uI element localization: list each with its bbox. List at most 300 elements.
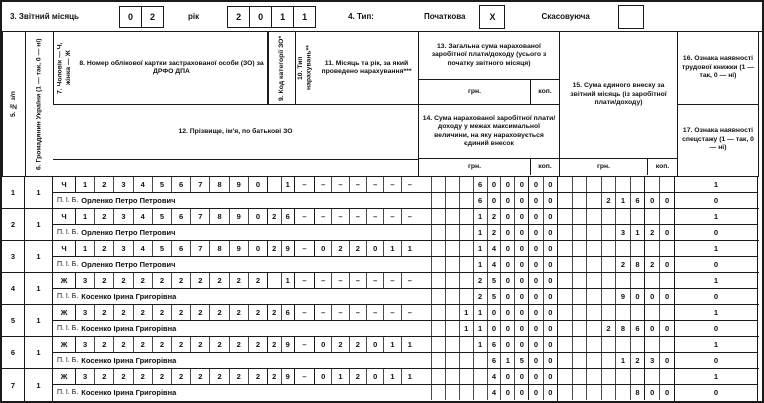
contribution-grn-box[interactable]	[558, 385, 573, 400]
contribution-empty-grn-box[interactable]	[587, 337, 602, 352]
capped-salary-kop-box[interactable]: 0	[529, 321, 543, 336]
capped-salary-grn-box[interactable]	[474, 385, 488, 400]
year-digit-box[interactable]: 1	[302, 11, 308, 22]
period-box[interactable]: 0	[315, 337, 332, 352]
contribution-empty-grn-box[interactable]	[573, 369, 588, 384]
special-service-flag[interactable]: 0	[713, 260, 719, 269]
special-service-flag[interactable]: 0	[713, 292, 719, 301]
special-service-flag[interactable]: 0	[713, 356, 719, 365]
citizen-flag[interactable]: 1	[25, 273, 53, 304]
contribution-empty-kop-box[interactable]	[645, 369, 660, 384]
contribution-grn-box[interactable]: 0	[635, 292, 640, 301]
capped-salary-kop-box[interactable]: 0	[529, 193, 543, 208]
contribution-kop-box[interactable]: 0	[664, 196, 670, 205]
contribution-empty-grn-box[interactable]	[602, 209, 617, 224]
period-box[interactable]: –	[350, 305, 367, 320]
contribution-empty-kop-box[interactable]	[645, 241, 660, 256]
type-cancelling-checkbox[interactable]	[618, 5, 644, 29]
contribution-grn-box[interactable]: 1	[616, 353, 631, 368]
card-digit-box[interactable]: 2	[134, 369, 153, 384]
card-digit-box[interactable]: 2	[255, 276, 261, 285]
citizen-flag[interactable]: 1	[25, 369, 53, 401]
contribution-kop-box[interactable]: 0	[664, 260, 670, 269]
contribution-kop-box[interactable]: 0	[645, 321, 660, 336]
card-digit-box[interactable]: 2	[210, 273, 229, 288]
card-digit-box[interactable]: 2	[114, 337, 133, 352]
card-digit-box[interactable]: 6	[172, 209, 191, 224]
work-book-flag[interactable]: 1	[675, 177, 757, 193]
capped-salary-grn-box[interactable]	[432, 385, 446, 400]
contribution-grn-box[interactable]	[587, 353, 602, 368]
period-box[interactable]: 1	[384, 369, 401, 384]
period-box[interactable]: 2	[350, 337, 367, 352]
contribution-empty-grn-box[interactable]	[558, 177, 573, 192]
card-digit-box[interactable]: 2	[255, 308, 261, 317]
card-digit-box[interactable]: 9	[230, 241, 249, 256]
contribution-grn-box[interactable]: 8	[635, 260, 640, 269]
contribution-grn-box[interactable]	[558, 225, 573, 240]
period-box[interactable]: –	[350, 273, 367, 288]
card-digit-box[interactable]: 3	[76, 305, 95, 320]
contribution-empty-kop-box[interactable]	[660, 369, 674, 384]
contribution-grn-box[interactable]	[558, 321, 573, 336]
contribution-empty-kop-box[interactable]	[660, 305, 674, 320]
contribution-grn-box[interactable]: 8	[616, 321, 631, 336]
total-salary-grn-box[interactable]: 1	[460, 305, 474, 320]
contribution-empty-grn-box[interactable]	[602, 305, 617, 320]
category-box[interactable]: 6	[285, 308, 290, 317]
capped-salary-grn-box[interactable]: 0	[519, 388, 524, 397]
contribution-empty-grn-box[interactable]	[587, 369, 602, 384]
contribution-grn-box[interactable]	[558, 193, 573, 208]
contribution-grn-box[interactable]: 2	[616, 257, 631, 272]
contribution-empty-grn-box[interactable]	[587, 273, 602, 288]
total-salary-kop-box[interactable]: 0	[548, 180, 553, 189]
card-digit-box[interactable]: 2	[191, 337, 210, 352]
capped-salary-grn-box[interactable]: 4	[488, 257, 502, 272]
total-salary-grn-box[interactable]	[432, 241, 446, 256]
card-digit-box[interactable]: 0	[255, 244, 261, 253]
capped-salary-grn-box[interactable]: 0	[519, 260, 524, 269]
total-salary-kop-box[interactable]: 0	[548, 212, 553, 221]
card-digit-box[interactable]: 5	[153, 177, 172, 192]
period-box[interactable]: 0	[315, 369, 332, 384]
card-digit-box[interactable]: 5	[153, 209, 172, 224]
capped-salary-kop-box[interactable]: 0	[529, 225, 543, 240]
card-digit-box[interactable]: 2	[255, 372, 261, 381]
citizen-flag[interactable]: 1	[25, 337, 53, 368]
category-box[interactable]: 2	[268, 369, 282, 384]
total-salary-grn-box[interactable]	[418, 369, 432, 384]
capped-salary-kop-box[interactable]: 0	[548, 324, 553, 333]
contribution-grn-box[interactable]	[602, 353, 617, 368]
total-salary-grn-box[interactable]: 0	[519, 244, 524, 253]
contribution-kop-box[interactable]: 0	[645, 289, 660, 304]
category-box[interactable]: 9	[285, 340, 290, 349]
capped-salary-grn-box[interactable]: 0	[501, 385, 515, 400]
capped-salary-grn-box[interactable]: 0	[519, 228, 524, 237]
period-box[interactable]: 2	[332, 241, 349, 256]
card-digit-box[interactable]: 1	[76, 209, 95, 224]
contribution-grn-box[interactable]	[602, 289, 617, 304]
capped-salary-grn-box[interactable]: 0	[488, 321, 502, 336]
contribution-grn-box[interactable]	[587, 385, 602, 400]
card-digit-box[interactable]: 8	[210, 177, 229, 192]
contribution-empty-kop-box[interactable]	[645, 273, 660, 288]
total-salary-grn-box[interactable]: 0	[501, 273, 515, 288]
period-box[interactable]: –	[367, 209, 384, 224]
total-salary-grn-box[interactable]	[460, 209, 474, 224]
sex-box[interactable]: Ч	[53, 209, 76, 224]
contribution-empty-kop-box[interactable]	[660, 337, 674, 352]
capped-salary-grn-box[interactable]	[474, 353, 488, 368]
capped-salary-grn-box[interactable]	[446, 289, 460, 304]
capped-salary-grn-box[interactable]	[432, 289, 446, 304]
total-salary-grn-box[interactable]	[418, 209, 432, 224]
contribution-kop-box[interactable]: 0	[664, 292, 670, 301]
contribution-empty-grn-box[interactable]	[616, 209, 631, 224]
contribution-grn-box[interactable]	[573, 385, 588, 400]
year-digit-box[interactable]: 2	[228, 7, 250, 27]
contribution-empty-kop-box[interactable]	[660, 209, 674, 224]
contribution-kop-box[interactable]: 0	[645, 385, 660, 400]
capped-salary-kop-box[interactable]: 0	[548, 260, 553, 269]
contribution-empty-kop-box[interactable]	[645, 337, 660, 352]
period-box[interactable]: –	[332, 209, 349, 224]
contribution-grn-box[interactable]	[573, 193, 588, 208]
contribution-empty-grn-box[interactable]	[602, 241, 617, 256]
capped-salary-grn-box[interactable]: 0	[488, 193, 502, 208]
category-box[interactable]: 6	[285, 212, 290, 221]
period-box[interactable]: –	[367, 273, 384, 288]
work-book-flag[interactable]: 1	[675, 337, 757, 353]
capped-salary-grn-box[interactable]	[432, 225, 446, 240]
total-salary-kop-box[interactable]: 0	[529, 337, 543, 352]
period-box[interactable]: 0	[367, 369, 384, 384]
contribution-empty-grn-box[interactable]	[587, 209, 602, 224]
capped-salary-grn-box[interactable]	[446, 257, 460, 272]
card-digit-box[interactable]: 2	[153, 305, 172, 320]
capped-salary-grn-box[interactable]: 2	[488, 225, 502, 240]
contribution-kop-box[interactable]: 3	[645, 353, 660, 368]
total-salary-kop-box[interactable]: 0	[548, 308, 553, 317]
card-digit-box[interactable]: 3	[114, 177, 133, 192]
special-service-flag[interactable]: 0	[713, 324, 719, 333]
capped-salary-kop-box[interactable]: 0	[548, 356, 553, 365]
card-digit-box[interactable]: 2	[172, 273, 191, 288]
total-salary-grn-box[interactable]: 2	[488, 209, 502, 224]
total-salary-kop-box[interactable]: 0	[548, 244, 553, 253]
capped-salary-grn-box[interactable]	[460, 257, 474, 272]
total-salary-grn-box[interactable]: 1	[474, 337, 488, 352]
total-salary-grn-box[interactable]	[432, 305, 446, 320]
total-salary-kop-box[interactable]: 0	[548, 340, 553, 349]
contribution-grn-box[interactable]: 2	[602, 193, 617, 208]
period-box[interactable]: –	[315, 209, 332, 224]
contribution-grn-box[interactable]	[573, 321, 588, 336]
card-digit-box[interactable]: 3	[76, 337, 95, 352]
card-digit-box[interactable]: 2	[134, 305, 153, 320]
contribution-grn-box[interactable]	[558, 257, 573, 272]
contribution-grn-box[interactable]	[587, 289, 602, 304]
sex-box[interactable]: Ж	[53, 337, 76, 352]
total-salary-grn-box[interactable]	[474, 369, 488, 384]
total-salary-grn-box[interactable]	[432, 369, 446, 384]
period-box[interactable]: –	[407, 180, 412, 189]
contribution-grn-box[interactable]	[616, 385, 631, 400]
contribution-empty-kop-box[interactable]	[660, 177, 674, 192]
total-salary-grn-box[interactable]: 0	[501, 177, 515, 192]
total-salary-grn-box[interactable]: 0	[501, 209, 515, 224]
total-salary-kop-box[interactable]: 0	[529, 209, 543, 224]
card-digit-box[interactable]: 3	[76, 369, 95, 384]
contribution-grn-box[interactable]	[573, 225, 588, 240]
card-digit-box[interactable]: 3	[114, 209, 133, 224]
total-salary-grn-box[interactable]	[432, 337, 446, 352]
contribution-empty-grn-box[interactable]	[616, 241, 631, 256]
capped-salary-grn-box[interactable]: 6	[474, 193, 488, 208]
citizen-flag[interactable]: 1	[25, 177, 53, 208]
contribution-grn-box[interactable]	[602, 257, 617, 272]
capped-salary-grn-box[interactable]	[446, 193, 460, 208]
card-digit-box[interactable]: 1	[76, 241, 95, 256]
card-digit-box[interactable]: 2	[95, 337, 114, 352]
period-box[interactable]: –	[407, 308, 412, 317]
contribution-grn-box[interactable]	[573, 353, 588, 368]
capped-salary-grn-box[interactable]	[460, 225, 474, 240]
total-salary-grn-box[interactable]	[446, 241, 460, 256]
contribution-grn-box[interactable]: 3	[616, 225, 631, 240]
total-salary-grn-box[interactable]: 4	[488, 369, 502, 384]
category-box[interactable]: 1	[285, 180, 290, 189]
contribution-empty-grn-box[interactable]	[616, 273, 631, 288]
category-box[interactable]: 1	[285, 276, 290, 285]
contribution-grn-box[interactable]	[587, 193, 602, 208]
total-salary-grn-box[interactable]	[446, 369, 460, 384]
capped-salary-grn-box[interactable]: 0	[519, 196, 524, 205]
work-book-flag[interactable]: 1	[675, 209, 757, 225]
card-digit-box[interactable]: 2	[95, 177, 114, 192]
capped-salary-kop-box[interactable]: 0	[548, 196, 553, 205]
contribution-empty-grn-box[interactable]	[573, 337, 588, 352]
contribution-grn-box[interactable]: 2	[602, 321, 617, 336]
total-salary-kop-box[interactable]: 0	[529, 369, 543, 384]
capped-salary-grn-box[interactable]: 6	[488, 353, 502, 368]
contribution-grn-box[interactable]: 8	[635, 388, 640, 397]
capped-salary-grn-box[interactable]	[460, 289, 474, 304]
contribution-grn-box[interactable]: 6	[635, 324, 640, 333]
card-digit-box[interactable]: 2	[230, 273, 249, 288]
total-salary-grn-box[interactable]	[446, 209, 460, 224]
card-digit-box[interactable]: 3	[76, 273, 95, 288]
card-digit-box[interactable]: 2	[95, 241, 114, 256]
contribution-empty-grn-box[interactable]	[558, 209, 573, 224]
total-salary-grn-box[interactable]	[460, 177, 474, 192]
category-box[interactable]: 2	[268, 241, 282, 256]
contribution-empty-grn-box[interactable]	[558, 337, 573, 352]
capped-salary-kop-box[interactable]: 0	[529, 289, 543, 304]
total-salary-grn-box[interactable]: 0	[519, 276, 524, 285]
contribution-kop-box[interactable]: 0	[664, 324, 670, 333]
month-digit-box[interactable]: 0	[120, 7, 142, 27]
contribution-kop-box[interactable]: 0	[664, 356, 670, 365]
capped-salary-kop-box[interactable]: 0	[548, 388, 553, 397]
total-salary-grn-box[interactable]: 6	[474, 177, 488, 192]
capped-salary-grn-box[interactable]: 2	[474, 289, 488, 304]
contribution-empty-grn-box[interactable]	[573, 177, 588, 192]
card-digit-box[interactable]: 2	[114, 305, 133, 320]
contribution-empty-kop-box[interactable]	[660, 241, 674, 256]
total-salary-grn-box[interactable]	[446, 337, 460, 352]
work-book-flag[interactable]: 1	[675, 273, 757, 289]
capped-salary-grn-box[interactable]	[432, 353, 446, 368]
contribution-grn-box[interactable]	[573, 257, 588, 272]
category-box[interactable]	[268, 273, 282, 288]
sex-box[interactable]: Ж	[53, 305, 76, 320]
sex-box[interactable]: Ч	[53, 241, 76, 256]
card-digit-box[interactable]: 0	[255, 180, 261, 189]
card-digit-box[interactable]: 2	[153, 337, 172, 352]
sex-box[interactable]: Ж	[53, 369, 76, 384]
work-book-flag[interactable]: 1	[675, 241, 757, 257]
card-digit-box[interactable]: 3	[114, 241, 133, 256]
period-box[interactable]: 1	[407, 372, 412, 381]
sex-box[interactable]: Ч	[53, 177, 76, 192]
capped-salary-kop-box[interactable]: 0	[548, 292, 553, 301]
card-digit-box[interactable]: 2	[95, 369, 114, 384]
accrual-type-box[interactable]: –	[295, 177, 315, 192]
capped-salary-grn-box[interactable]	[432, 193, 446, 208]
contribution-grn-box[interactable]	[573, 289, 588, 304]
total-salary-grn-box[interactable]: 0	[501, 241, 515, 256]
contribution-grn-box[interactable]: 1	[616, 193, 631, 208]
card-digit-box[interactable]: 9	[230, 209, 249, 224]
contribution-empty-grn-box[interactable]	[587, 177, 602, 192]
card-digit-box[interactable]: 6	[172, 177, 191, 192]
contribution-empty-grn-box[interactable]	[558, 273, 573, 288]
contribution-empty-grn-box[interactable]	[602, 337, 617, 352]
capped-salary-grn-box[interactable]	[418, 385, 432, 400]
card-digit-box[interactable]: 8	[210, 241, 229, 256]
period-box[interactable]: –	[332, 177, 349, 192]
card-digit-box[interactable]: 7	[191, 209, 210, 224]
total-salary-grn-box[interactable]: 0	[501, 337, 515, 352]
contribution-empty-grn-box[interactable]	[558, 369, 573, 384]
card-digit-box[interactable]: 2	[153, 273, 172, 288]
card-digit-box[interactable]: 2	[191, 305, 210, 320]
card-digit-box[interactable]: 2	[114, 273, 133, 288]
category-box[interactable]: 2	[268, 305, 282, 320]
capped-salary-grn-box[interactable]	[446, 321, 460, 336]
contribution-empty-grn-box[interactable]	[558, 305, 573, 320]
contribution-empty-grn-box[interactable]	[631, 305, 645, 320]
contribution-empty-grn-box[interactable]	[631, 241, 645, 256]
total-salary-grn-box[interactable]	[432, 273, 446, 288]
card-digit-box[interactable]: 2	[191, 369, 210, 384]
card-digit-box[interactable]: 2	[230, 305, 249, 320]
capped-salary-grn-box[interactable]	[418, 225, 432, 240]
category-box[interactable]: 9	[285, 244, 290, 253]
total-salary-grn-box[interactable]	[446, 305, 460, 320]
year-digit-box[interactable]: 1	[272, 7, 294, 27]
period-box[interactable]: 2	[350, 241, 367, 256]
card-digit-box[interactable]: 6	[172, 241, 191, 256]
total-salary-grn-box[interactable]	[446, 273, 460, 288]
capped-salary-kop-box[interactable]: 0	[529, 257, 543, 272]
contribution-empty-grn-box[interactable]	[573, 273, 588, 288]
contribution-empty-grn-box[interactable]	[602, 369, 617, 384]
contribution-empty-grn-box[interactable]	[631, 177, 645, 192]
capped-salary-grn-box[interactable]: 1	[474, 257, 488, 272]
contribution-empty-kop-box[interactable]	[645, 209, 660, 224]
card-digit-box[interactable]: 2	[255, 340, 261, 349]
card-digit-box[interactable]: 2	[134, 273, 153, 288]
contribution-empty-grn-box[interactable]	[573, 241, 588, 256]
total-salary-grn-box[interactable]	[418, 305, 432, 320]
capped-salary-grn-box[interactable]: 0	[519, 324, 524, 333]
period-box[interactable]: –	[384, 305, 401, 320]
total-salary-grn-box[interactable]: 0	[519, 340, 524, 349]
period-box[interactable]: 2	[332, 337, 349, 352]
capped-salary-grn-box[interactable]	[418, 289, 432, 304]
contribution-empty-grn-box[interactable]	[573, 305, 588, 320]
type-initial-checkbox[interactable]: X	[479, 5, 505, 29]
total-salary-grn-box[interactable]: 0	[519, 212, 524, 221]
capped-salary-grn-box[interactable]: 0	[501, 321, 515, 336]
capped-salary-grn-box[interactable]	[432, 321, 446, 336]
capped-salary-grn-box[interactable]	[418, 193, 432, 208]
capped-salary-grn-box[interactable]	[446, 225, 460, 240]
card-digit-box[interactable]: 1	[76, 177, 95, 192]
total-salary-kop-box[interactable]: 0	[529, 273, 543, 288]
total-salary-grn-box[interactable]: 0	[501, 369, 515, 384]
period-box[interactable]: 0	[315, 241, 332, 256]
period-box[interactable]: –	[315, 273, 332, 288]
total-salary-grn-box[interactable]	[446, 177, 460, 192]
total-salary-grn-box[interactable]: 0	[519, 308, 524, 317]
total-salary-grn-box[interactable]: 4	[488, 241, 502, 256]
contribution-empty-grn-box[interactable]	[587, 241, 602, 256]
capped-salary-grn-box[interactable]	[460, 353, 474, 368]
capped-salary-grn-box[interactable]: 0	[501, 289, 515, 304]
card-digit-box[interactable]: 2	[191, 273, 210, 288]
total-salary-grn-box[interactable]: 0	[519, 180, 524, 189]
work-book-flag[interactable]: 1	[675, 305, 757, 321]
contribution-empty-grn-box[interactable]	[602, 177, 617, 192]
accrual-type-box[interactable]: –	[295, 337, 315, 352]
accrual-type-box[interactable]: –	[295, 241, 315, 256]
contribution-grn-box[interactable]	[587, 225, 602, 240]
contribution-kop-box[interactable]: 0	[664, 228, 670, 237]
capped-salary-grn-box[interactable]	[418, 353, 432, 368]
card-digit-box[interactable]: 2	[230, 337, 249, 352]
card-digit-box[interactable]: 7	[191, 177, 210, 192]
card-digit-box[interactable]: 0	[255, 212, 261, 221]
total-salary-grn-box[interactable]	[432, 177, 446, 192]
card-digit-box[interactable]: 2	[172, 305, 191, 320]
accrual-type-box[interactable]: –	[295, 209, 315, 224]
card-digit-box[interactable]: 9	[230, 177, 249, 192]
period-box[interactable]: –	[407, 276, 412, 285]
card-digit-box[interactable]: 2	[210, 337, 229, 352]
card-digit-box[interactable]: 2	[172, 369, 191, 384]
contribution-kop-box[interactable]: 2	[645, 225, 660, 240]
period-box[interactable]: 0	[367, 337, 384, 352]
capped-salary-grn-box[interactable]	[460, 385, 474, 400]
total-salary-grn-box[interactable]	[418, 337, 432, 352]
capped-salary-grn-box[interactable]: 1	[474, 321, 488, 336]
capped-salary-kop-box[interactable]: 0	[529, 353, 543, 368]
